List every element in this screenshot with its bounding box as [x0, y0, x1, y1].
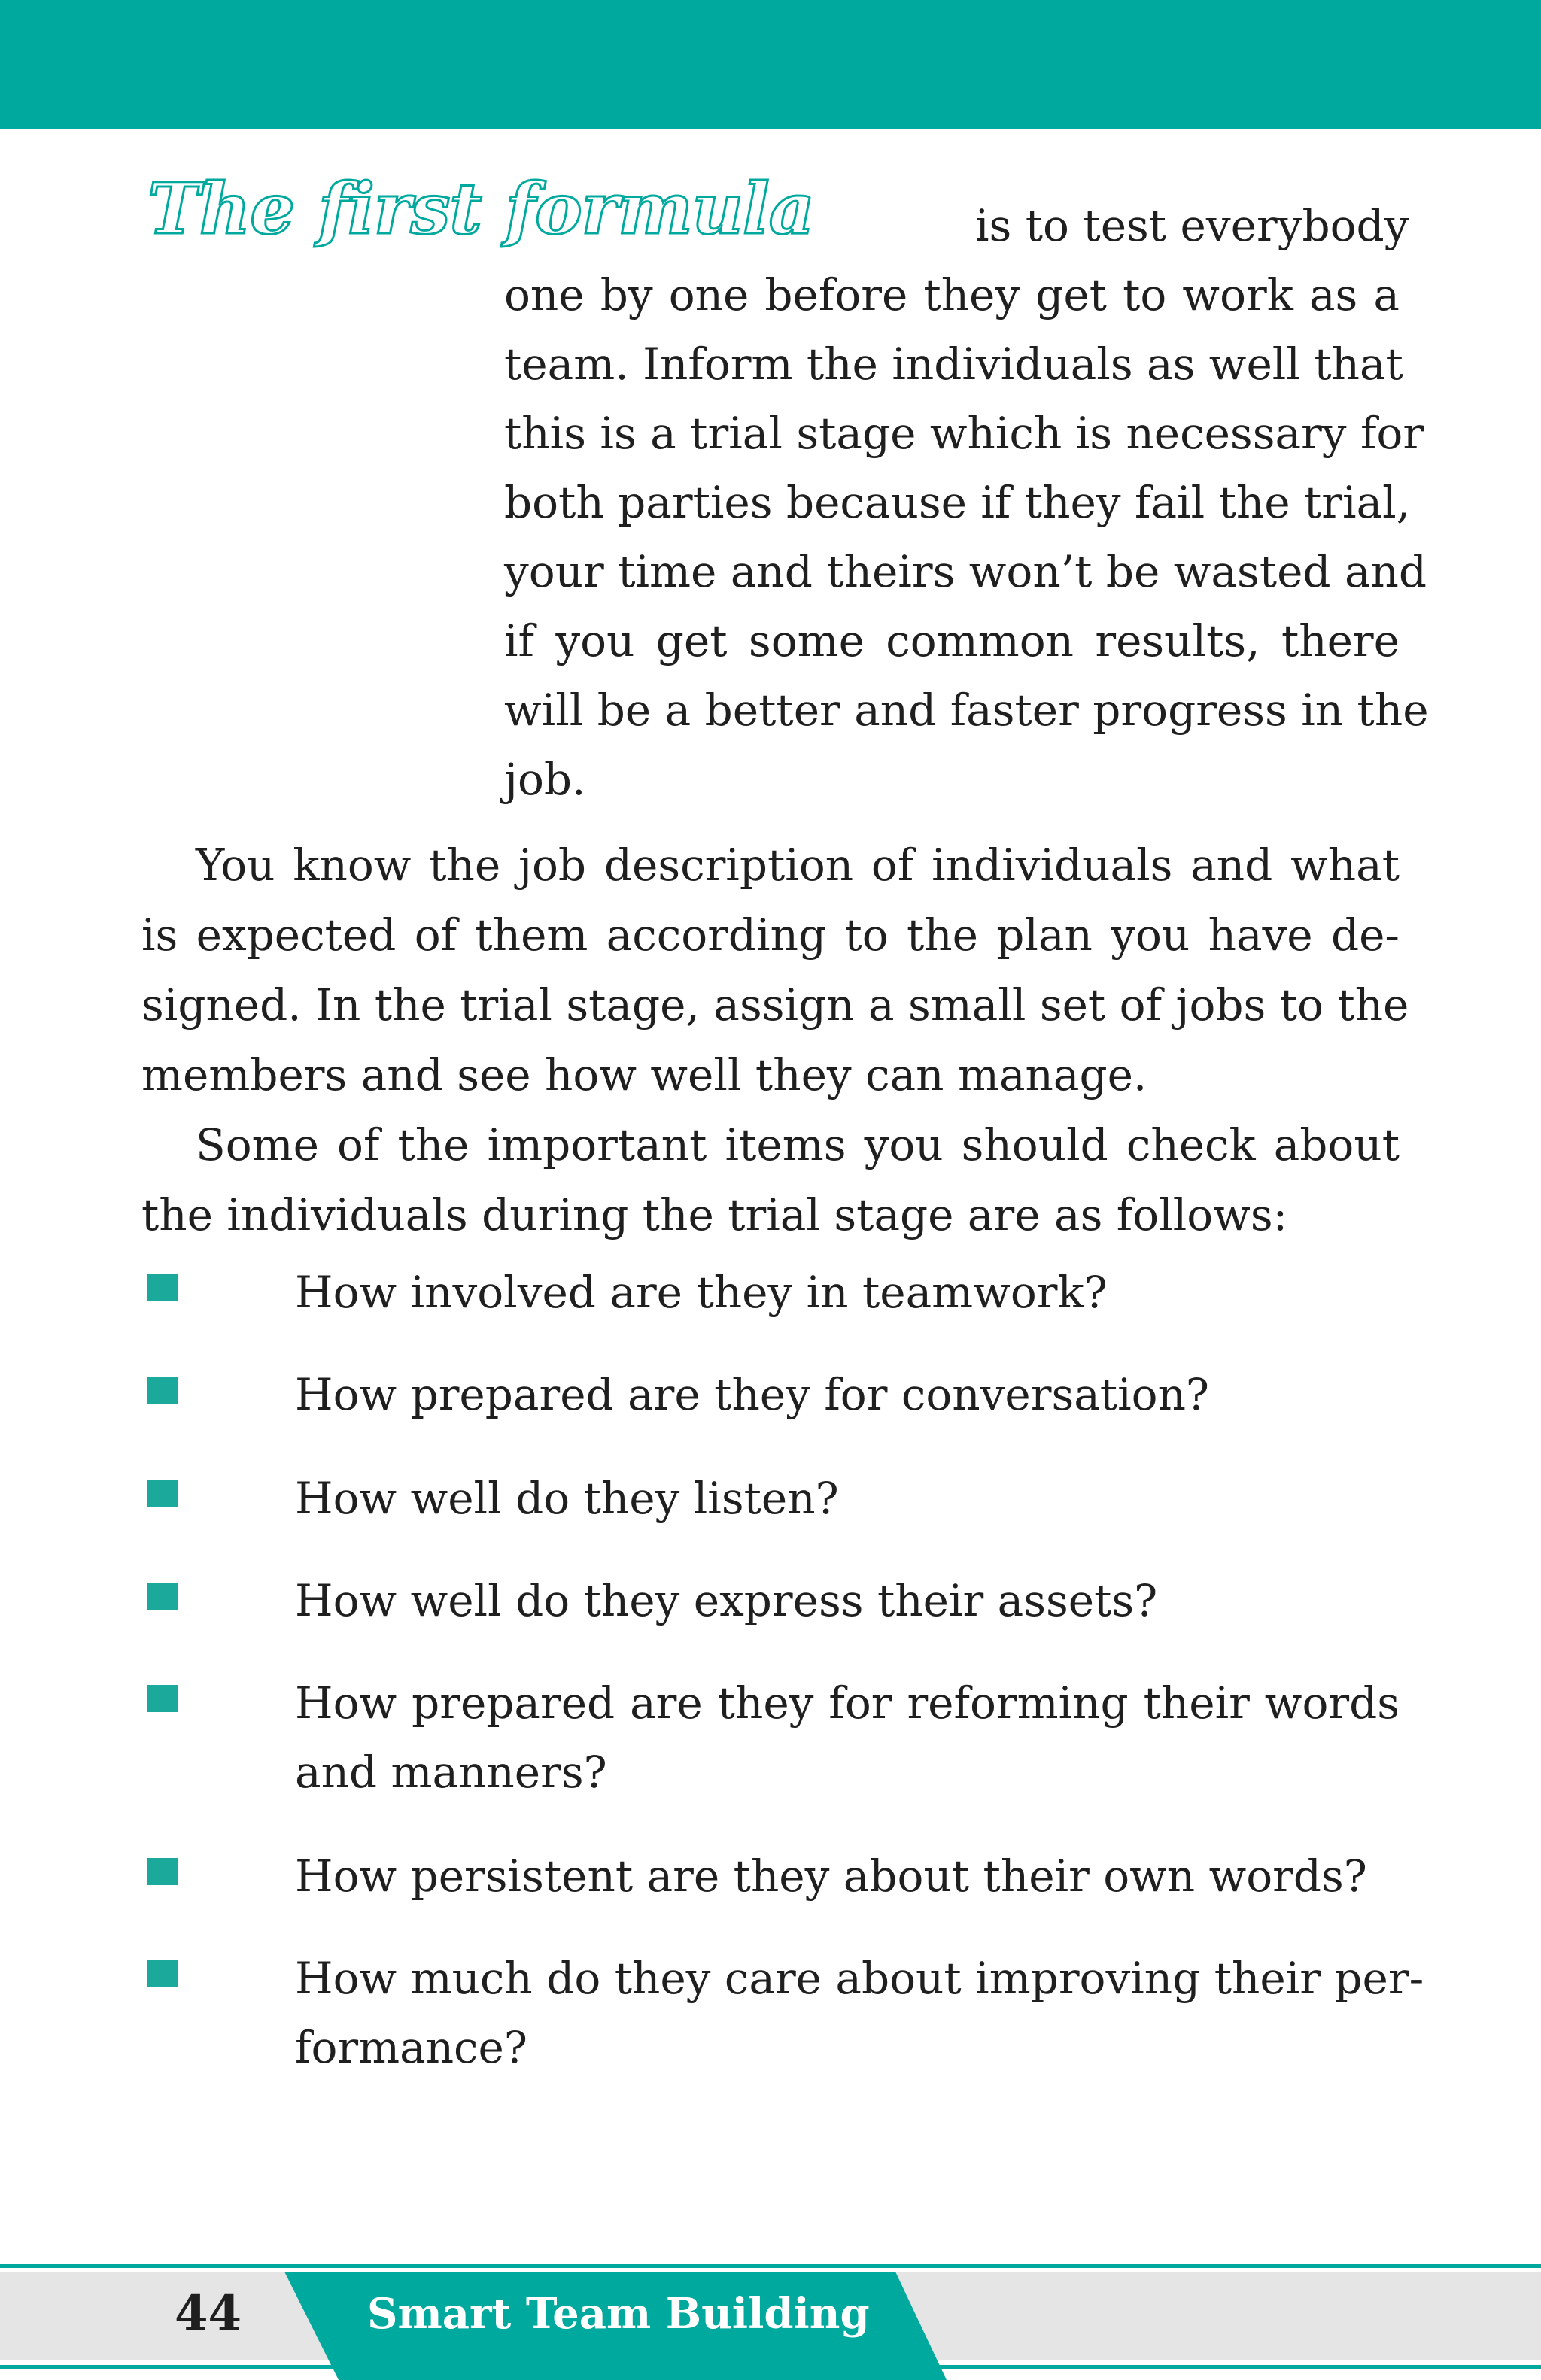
text-line: signed. In the trial stage, assign a small set of jobs to the: [141, 979, 1409, 1031]
square-bullet-icon: [147, 1685, 178, 1712]
text-line: this is a trial stage which is necessary for: [504, 408, 1424, 459]
text-line: How well do they listen?: [295, 1473, 839, 1524]
text-line: members and see how well they can manage.: [141, 1049, 1147, 1100]
text-line: the individuals during the trial stage are as follows:: [141, 1189, 1288, 1240]
list-item: [295, 1841, 1400, 1911]
footer-rule-top: [0, 2264, 1541, 2268]
text-line: How well do they express their assets?: [295, 1575, 1158, 1626]
list-item: [295, 1360, 1400, 1429]
book-title: Smart Team Building: [367, 2289, 870, 2339]
square-bullet-icon: [147, 1858, 178, 1885]
square-bullet-icon: [147, 1274, 178, 1301]
list-item: [295, 1668, 1400, 1807]
intro-paragraph: [504, 260, 1429, 814]
text-line: team. Inform the individuals as well that: [504, 338, 1403, 390]
text-line: and manners?: [295, 1747, 607, 1798]
list-item: [295, 1258, 1400, 1327]
list-item: [295, 1944, 1424, 2082]
text-line: job.: [504, 754, 586, 805]
text-line: will be a better and faster progress in the: [504, 685, 1429, 736]
paragraph-check-items: [141, 1110, 1400, 1250]
text-line: is expected of them according to the plan you have de-: [141, 909, 1400, 961]
list-item: [295, 1566, 1400, 1635]
text-line: How persistent are they about their own words?: [295, 1850, 1367, 1902]
square-bullet-icon: [147, 1960, 178, 1987]
text-line: How involved are they in teamwork?: [295, 1267, 1108, 1318]
text-line: if you get some common results, there: [504, 615, 1400, 666]
text-line: both parties because if they fail the trial,: [504, 477, 1411, 528]
text-line: How prepared are they for conversation?: [295, 1369, 1210, 1420]
text-line: your time and theirs won’t be wasted and: [504, 546, 1427, 597]
text-line: one by one before they get to work as a: [504, 269, 1400, 320]
paragraph-job-description: [141, 830, 1409, 1110]
text-line: formance?: [295, 2022, 527, 2073]
text-line: Some of the important items you should check about: [196, 1119, 1400, 1170]
square-bullet-icon: [147, 1583, 178, 1610]
square-bullet-icon: [147, 1377, 178, 1404]
page-number: 44: [175, 2285, 242, 2342]
text-line: How much do they care about improving their per-: [295, 1953, 1424, 2004]
list-item: [295, 1464, 1400, 1533]
text-line: How prepared are they for reforming their words: [295, 1677, 1400, 1729]
intro-first-line: is to test everybody: [975, 200, 1409, 251]
text-line: You know the job description of individuals and what: [196, 839, 1400, 891]
top-accent-band: [0, 0, 1541, 129]
square-bullet-icon: [147, 1480, 178, 1507]
section-heading: The first formula: [147, 168, 814, 250]
